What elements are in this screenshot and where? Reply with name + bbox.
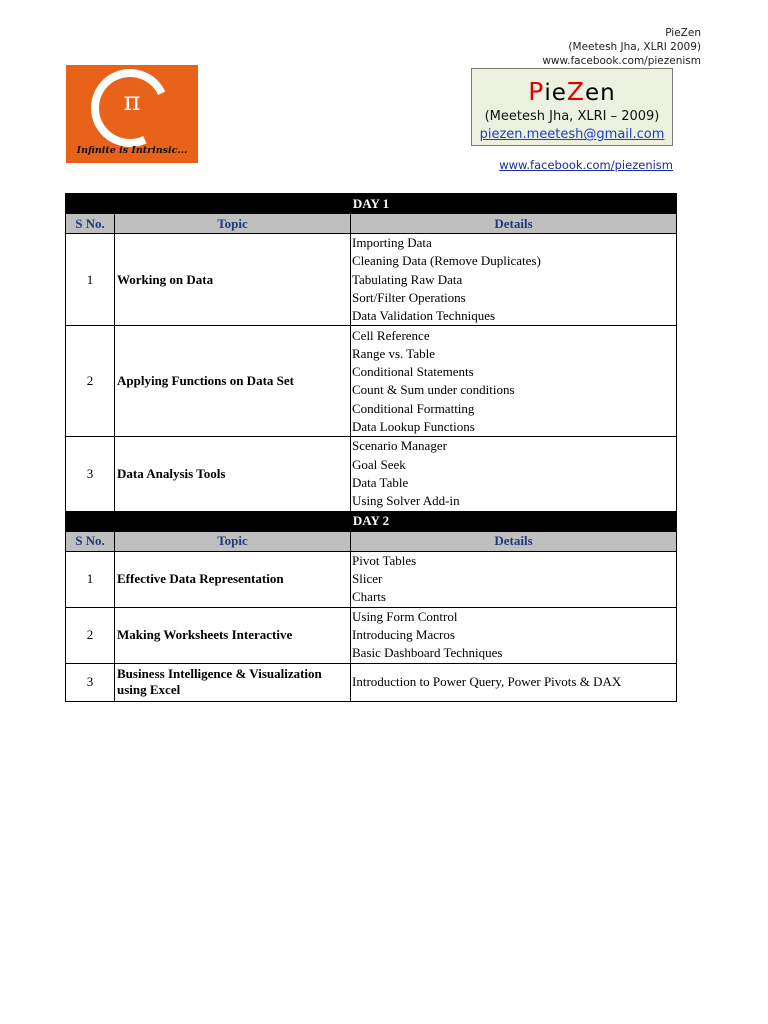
- column-header-row: [66, 531, 677, 551]
- detail-item: Basic Dashboard Techniques: [352, 645, 503, 661]
- detail-item: Introducing Macros: [352, 627, 455, 643]
- column-header: Topic: [115, 531, 351, 551]
- column-header: Topic: [115, 214, 351, 234]
- brand-box: [471, 68, 673, 146]
- detail-item: Data Validation Techniques: [352, 308, 496, 324]
- detail-item: Charts: [352, 589, 386, 605]
- detail-item: Scenario Manager: [352, 438, 447, 454]
- topic-cell: Business Intelligence & Visualization using Excel: [115, 663, 351, 701]
- detail-item: Sort/Filter Operations: [352, 289, 466, 305]
- topic-cell: Applying Functions on Data Set: [115, 326, 351, 437]
- detail-item: Data Table: [352, 475, 409, 491]
- detail-item: Conditional Formatting: [352, 400, 475, 416]
- table-row: [66, 234, 677, 326]
- column-header: S No.: [66, 531, 115, 551]
- header-line-1: PieZen: [665, 27, 701, 39]
- table-row: [66, 663, 677, 701]
- detail-item: Data Lookup Functions: [352, 419, 475, 435]
- facebook-link[interactable]: www.facebook.com/piezenism: [499, 158, 673, 172]
- brand-name: PieZen: [528, 77, 616, 106]
- logo-tagline: Infinite is Intrinsic...: [76, 145, 188, 156]
- brand-email-link[interactable]: piezen.meetesh@gmail.com: [479, 127, 665, 142]
- serial-number: 1: [66, 551, 115, 607]
- detail-item: Using Solver Add-in: [352, 493, 460, 509]
- detail-item: Goal Seek: [352, 456, 406, 472]
- details-cell: [351, 663, 677, 701]
- detail-item: Range vs. Table: [352, 345, 435, 361]
- header-line-2: (Meetesh Jha, XLRI 2009): [568, 41, 701, 53]
- detail-item: Conditional Statements: [352, 364, 474, 380]
- detail-item: Using Form Control: [352, 608, 458, 624]
- serial-number: 3: [66, 663, 115, 701]
- detail-item: Cell Reference: [352, 327, 430, 343]
- detail-item: Importing Data: [352, 235, 432, 250]
- column-header-row: [66, 214, 677, 234]
- serial-number: 2: [66, 607, 115, 663]
- page-header: [542, 26, 701, 68]
- day-title: DAY 1: [66, 194, 677, 214]
- header-line-3: www.facebook.com/piezenism: [542, 55, 701, 67]
- serial-number: 3: [66, 437, 115, 511]
- column-header: Details: [351, 214, 677, 234]
- detail-item: Introduction to Power Query, Power Pivots & DAX: [352, 674, 622, 690]
- details-cell: [351, 437, 677, 511]
- day-title: DAY 2: [66, 511, 677, 531]
- details-cell: [351, 326, 677, 437]
- schedule-table: [65, 193, 677, 702]
- serial-number: 2: [66, 326, 115, 437]
- column-header: Details: [351, 531, 677, 551]
- details-cell: [351, 607, 677, 663]
- column-header: S No.: [66, 214, 115, 234]
- topic-cell: Working on Data: [115, 234, 351, 326]
- piezen-logo: [66, 65, 198, 163]
- topic-cell: Making Worksheets Interactive: [115, 607, 351, 663]
- brand-subtitle: (Meetesh Jha, XLRI – 2009): [484, 109, 660, 124]
- details-cell: [351, 551, 677, 607]
- day-header-row: [66, 194, 677, 214]
- detail-item: Slicer: [352, 571, 383, 587]
- pi-icon: π: [123, 87, 141, 117]
- topic-cell: Effective Data Representation: [115, 551, 351, 607]
- details-cell: [351, 234, 677, 326]
- detail-item: Tabulating Raw Data: [352, 271, 463, 287]
- detail-item: Cleaning Data (Remove Duplicates): [352, 253, 541, 269]
- detail-item: Count & Sum under conditions: [352, 382, 515, 398]
- table-row: [66, 551, 677, 607]
- table-row: [66, 607, 677, 663]
- serial-number: 1: [66, 234, 115, 326]
- detail-item: Pivot Tables: [352, 552, 417, 568]
- table-row: [66, 326, 677, 437]
- table-row: [66, 437, 677, 511]
- topic-cell: Data Analysis Tools: [115, 437, 351, 511]
- day-header-row: [66, 511, 677, 531]
